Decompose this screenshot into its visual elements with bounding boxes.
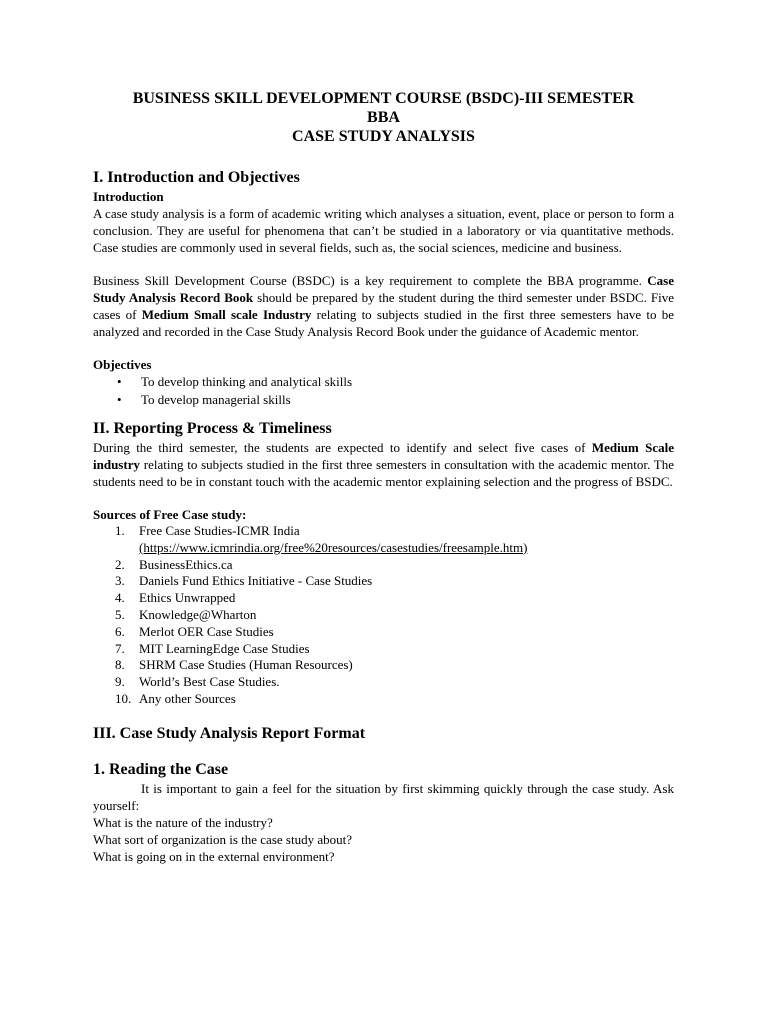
source-text: Merlot OER Case Studies (139, 623, 274, 639)
list-item (115, 640, 674, 658)
bsdc-text-c: relating to subjects studied in the first three semesters have to be analyzed and recorded in the Case Study Analysis Record Book under the guidance of Academic mentor. (93, 307, 674, 339)
question-line: What sort of organization is the case study about? (93, 831, 352, 847)
list-item (115, 674, 674, 691)
source-text: Daniels Fund Ethics Initiative - Case Studies (139, 573, 373, 589)
list-item (115, 690, 674, 708)
title-line-course: BUSINESS SKILL DEVELOPMENT COURSE (BSDC)-III SEMESTER (132, 90, 635, 107)
reporting-bold-industry: Medium Scale industry (93, 440, 674, 472)
list-number: 3. (115, 573, 125, 589)
list-item (115, 606, 674, 624)
reading-case-heading: 1. Reading the Case (93, 760, 229, 778)
list-number: 7. (115, 640, 125, 656)
list-number: 6. (115, 623, 125, 639)
bsdc-text-a: Business Skill Development Course (BSDC) is a key requirement to complete the BBA programme. (93, 273, 648, 288)
list-item (115, 590, 674, 607)
source-text: Free Case Studies-ICMR India (139, 523, 300, 538)
section-heading-reporting: II. Reporting Process & Timeliness (93, 420, 332, 437)
list-number: 9. (115, 674, 125, 690)
reporting-text-a: During the third semester, the students are expected to identify and select five cases of (93, 440, 592, 455)
section-heading-introduction: I. Introduction and Objectives (93, 169, 300, 186)
list-number: 1. (115, 523, 125, 538)
section-heading-report-format: III. Case Study Analysis Report Format (93, 724, 366, 742)
list-number: 10. (115, 690, 132, 706)
bsdc-paragraph (93, 272, 674, 340)
source-text: World’s Best Case Studies. (139, 674, 280, 690)
bsdc-bold-industry: Medium Small scale Industry (141, 307, 312, 322)
list-item: • To develop managerial skills (141, 391, 674, 409)
list-item (115, 556, 674, 574)
objectives-subheading: Objectives (93, 357, 152, 372)
sources-list (93, 523, 674, 708)
source-text: Knowledge@Wharton (139, 606, 257, 622)
reading-case-paragraph: It is important to gain a feel for the situation by first skimming quickly through the case study. Ask yourself: (93, 780, 674, 813)
source-text: SHRM Case Studies (Human Resources) (139, 657, 353, 673)
list-number: 2. (115, 556, 125, 572)
source-text: MIT LearningEdge Case Studies (139, 640, 310, 656)
source-text: BusinessEthics.ca (139, 556, 233, 572)
source-link[interactable]: (https://www.icmrindia.org/free%20resources/casestudies/freesample.htm) (139, 539, 528, 555)
reporting-paragraph (93, 439, 674, 490)
reporting-text-b: relating to subjects studied in the first three semesters in consultation with the academic mentor. The students need to be in constant touch with the academic mentor explaining selection and the progress of BSDC. (93, 457, 674, 489)
list-number: 5. (115, 606, 125, 622)
source-text: Any other Sources (139, 690, 236, 706)
document-title (93, 89, 674, 146)
list-item (115, 623, 674, 641)
bsdc-bold-record-book: Case Study Analysis Record Book (93, 273, 674, 305)
introduction-paragraph: A case study analysis is a form of academic writing which analyses a situation, event, place or person to form a conclusion. They are useful for phenomena that can’t be studied in a laboratory or via quantitative methods. Case studies are commonly used in several fields, such as, the social sciences, medicine and business. (93, 206, 674, 255)
list-number: 4. (115, 590, 125, 606)
title-line-subject: CASE STUDY ANALYSIS (292, 128, 475, 145)
introduction-subheading: Introduction (93, 189, 164, 204)
list-item (115, 657, 674, 674)
source-text: Ethics Unwrapped (139, 590, 236, 606)
title-line-program: BBA (367, 109, 400, 126)
list-item (115, 523, 674, 557)
question-line: What is the nature of the industry? (93, 814, 273, 830)
question-line: What is going on in the external environment? (93, 848, 335, 864)
list-item (115, 573, 674, 590)
objectives-list (93, 373, 674, 409)
list-item: • To develop thinking and analytical skills (141, 373, 674, 391)
sources-subheading: Sources of Free Case study: (93, 507, 247, 522)
bsdc-text-b: should be prepared by the student during the third semester under BSDC. Five cases of (93, 290, 675, 322)
list-number: 8. (115, 657, 125, 673)
